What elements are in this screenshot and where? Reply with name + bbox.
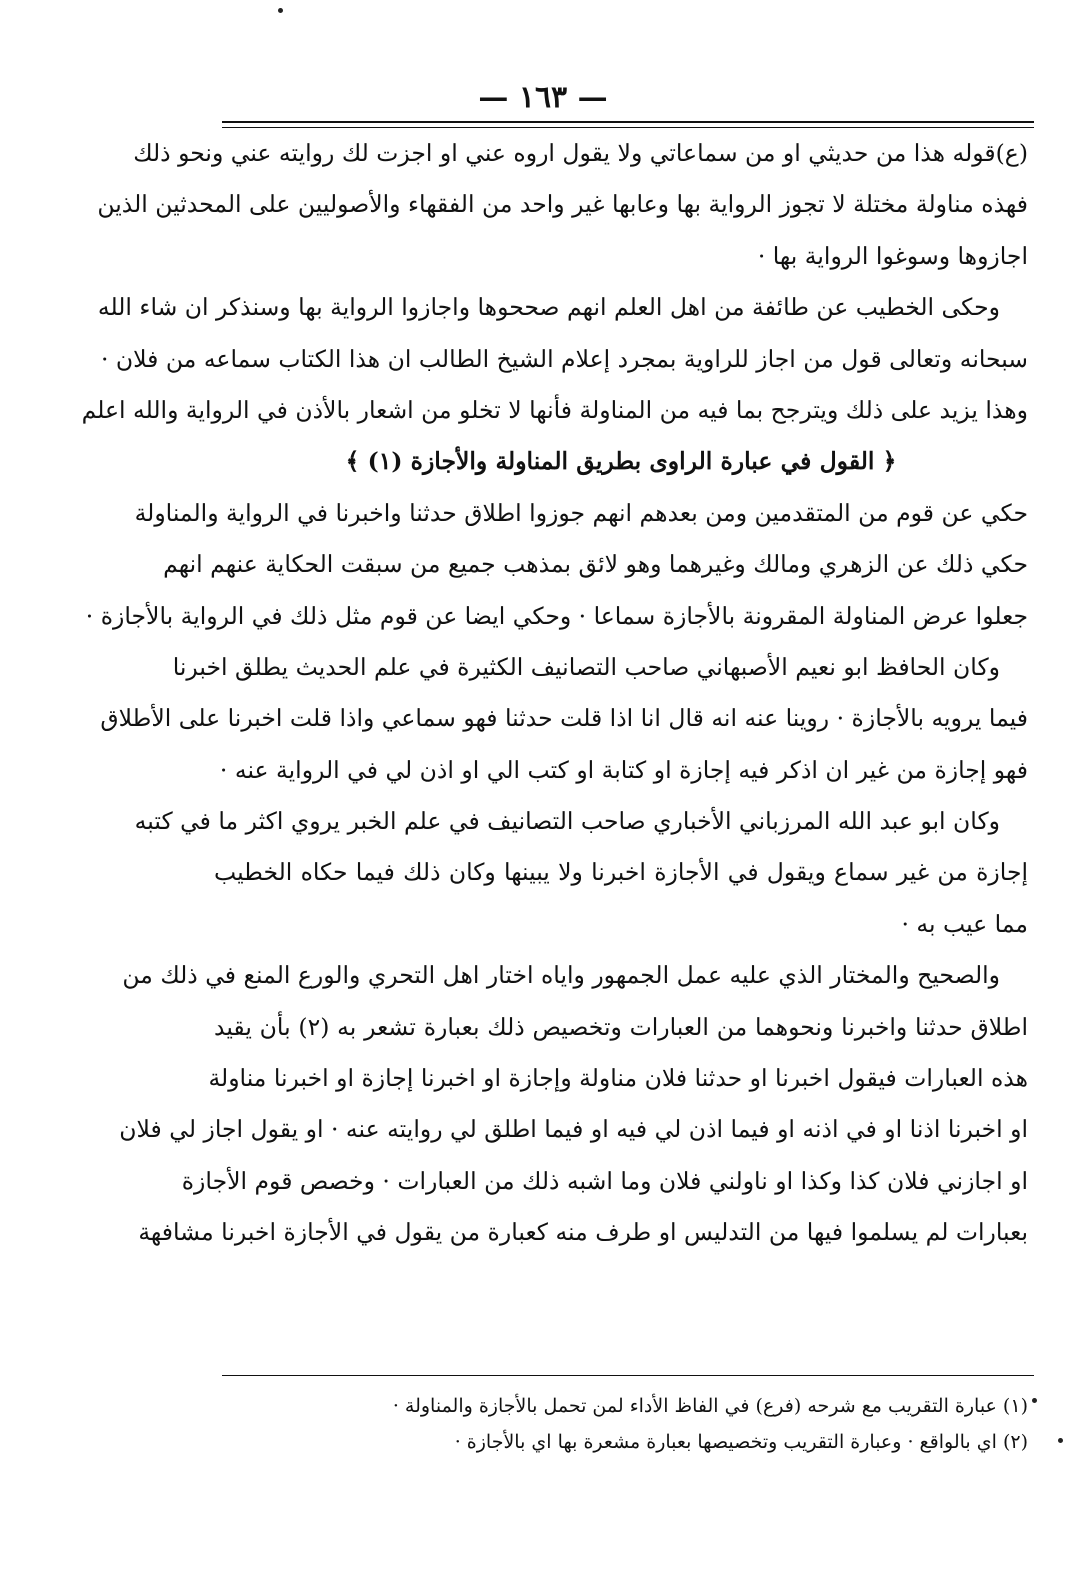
scan-speck [278, 8, 283, 13]
footnotes [240, 1388, 1028, 1460]
main-text [81, 128, 1028, 1259]
text-line: هذه العبارات فيقول اخبرنا او حدثنا فلان مناولة وإجازة او اخبرنا إجازة او اخبرنا مناولة [208, 1064, 1028, 1093]
text-line: حكي عن قوم من المتقدمين ومن بعدهم انهم جوزوا اطلاق حدثنا واخبرنا في الرواية والمناولة [134, 498, 1028, 527]
text-line: مما عيب به · [901, 909, 1028, 938]
text-line: وهذا يزيد على ذلك ويترجح بما فيه من المناولة فأنها لا تخلو من اشعار بالأذن في الرواية والله اعلم [81, 395, 1028, 424]
scan-speck [1032, 1398, 1037, 1403]
text-line: وحكى الخطيب عن طائفة من اهل العلم انهم صححوها واجازوا الرواية بها وسنذكر ان شاء الله [97, 293, 1000, 322]
text-line: وكان الحافظ ابو نعيم الأصبهاني صاحب التصانيف الكثيرة في علم الحديث يطلق اخبرنا [172, 652, 1000, 681]
text-line: فهذه مناولة مختلة لا تجوز الرواية بها وعابها غير واحد من الفقهاء والأصوليين على المحدثين الذين [97, 190, 1028, 219]
text-line: او اجازني فلان كذا وكذا او ناولني فلان وما اشبه ذلك من العبارات · وخصص قوم الأجازة [181, 1166, 1028, 1195]
text-line: او اخبرنا اذنا او في اذنه او فيما اذن لي فيه او فيما اطلق لي روايته عنه · او يقول اجاز لي فلان [119, 1115, 1028, 1144]
scan-speck [1058, 1438, 1063, 1443]
footnote: (١) عبارة التقريب مع شرحه (فرع) في الفاظ الأداء لمن تحمل بالأجازة والمناولة · [392, 1395, 1028, 1417]
section-heading: ﴿ القول في عبارة الراوى بطريق المناولة والأجازة (١) ﴾ [345, 447, 897, 476]
text-line: جعلوا عرض المناولة المقرونة بالأجازة سماعا · وحكي ايضا عن قوم مثل ذلك في الرواية بالأجازة · [85, 601, 1028, 630]
text-line: وكان ابو عبد الله المرزباني الأخباري صاحب التصانيف في علم الخبر يروي اكثر ما في كتبه [134, 807, 1000, 836]
text-line: اطلاق حدثنا واخبرنا ونحوهما من العبارات وتخصيص ذلك بعبارة تشعر به (٢) بأن يقيد [214, 1012, 1028, 1041]
text-line: حكي ذلك عن الزهري ومالك وغيرهما وهو لائق بمذهب جميع من سبقت الحكاية عنهم انهم [163, 550, 1028, 579]
text-line: إجازة من غير سماع ويقول في الأجازة اخبرنا ولا يبينها وكان ذلك فيما حكاه الخطيب [214, 858, 1028, 887]
page-number: — ١٦٣ — [478, 80, 608, 115]
text-line: فهو إجازة من غير ان اذكر فيه إجازة او كتابة او كتب الي او اذن لي في الرواية عنه · [219, 755, 1028, 784]
text-line: اجازوها وسوغوا الرواية بها · [757, 241, 1028, 270]
text-line: بعبارات لم يسلموا فيها من التدليس او طرف منه كعبارة من يقول في الأجازة اخبرنا مشافهة [138, 1218, 1028, 1247]
text-line: فيما يرويه بالأجازة · روينا عنه انه قال انا اذا قلت حدثنا فهو سماعي واذا قلت اخبرنا على الأطلاق [100, 704, 1028, 733]
footnote-rule [222, 1375, 1034, 1376]
text-line: (ع)قوله هذا من حديثي او من سماعاتي ولا يقول اروه عني او اجزت لك روايته عني ونحو ذلك [133, 139, 1028, 167]
text-line: سبحانه وتعالى قول من اجاز للراوية بمجرد إعلام الشيخ الطالب ان هذا الكتاب سماعه من فلان · [100, 344, 1028, 373]
footnote: (٢) اي بالواقع · وعبارة التقريب وتخصيصها بعبارة مشعرة بها اي بالأجازة · [454, 1431, 1028, 1453]
header-rule [222, 121, 1034, 123]
text-line: والصحيح والمختار الذي عليه عمل الجمهور واياه اختار اهل التحري والورع المنع في ذلك من [122, 961, 1000, 990]
